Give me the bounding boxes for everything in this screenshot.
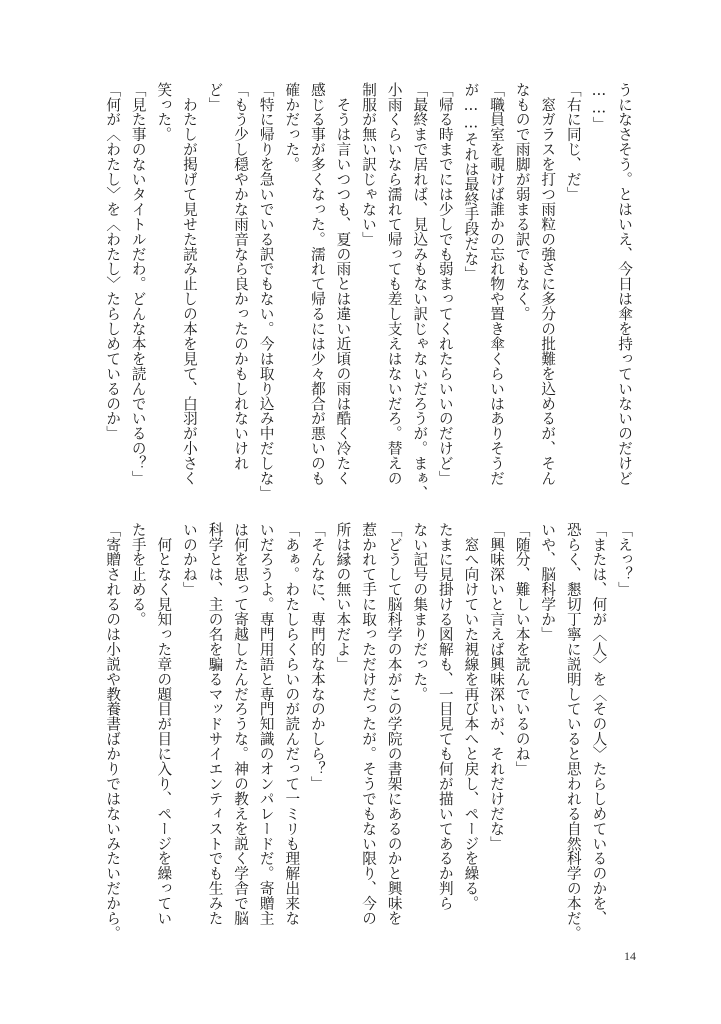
text-line: 「あぁ。わたしらくらいのが読んだって一ミリも理解出来な [283,522,301,926]
text-line: 「寄贈されるのは小説や教養書ばかりではないみたいだから。 [104,522,122,941]
text-line: 惹かれて手に取っただけだったが。そうでもない限り、今の [360,522,378,926]
text-line: 窓ガラスを打つ雨粒の強さに多分の批難を込めるが、そん [539,82,557,486]
text-line: 所は縁の無い本だよ」 [334,522,352,672]
text-line: ない記号の集まりだった。 [411,522,429,702]
text-line: 感じる事が多くなった。濡れて帰るには少々都合が悪いのも [308,82,326,486]
text-line: 窓へ向けていた視線を再び本へと戻し、ページを繰る。 [462,522,480,911]
text-line: いだろうよ。専門用語と専門知識のオンパレードだ。寄贈主 [257,522,275,926]
text-column-lower [100,522,637,941]
text-line: は何を思って寄越したんだろうな。神の教えを説く学舎で脳 [232,522,250,926]
text-line: 恐らく、懇切丁寧に説明していると思われる自然科学の本だ。 [564,522,582,941]
text-line: 「職員室を覗けば誰かの忘れ物や置き傘くらいはありそうだ [488,82,506,486]
text-line: ど」 [206,82,224,112]
text-line: 笑った。 [155,82,173,142]
text-line: 「どうして脳科学の本がこの学院の書架にあるのかと興味を [385,522,403,926]
text-line: いや、脳科学か」 [539,522,557,642]
page-number: 14 [624,949,636,963]
text-line: たまに見掛ける図解も、一目見ても何が描いてあるか判ら [436,522,454,911]
text-line: なもので雨脚が弱まる訳でもなく。 [513,82,531,322]
text-line: 「随分、難しい本を読んでいるのね」 [513,522,531,777]
text-line: 「何が〈わたし〉を〈わたし〉たらしめているのか」 [104,82,122,441]
text-line: 小雨くらいなら濡れて帰っても差し支えはないだろ。替えの [385,82,403,486]
text-line: 「えっ？」 [616,522,633,597]
text-line: 「見た事のないタイトルだわ。どんな本を読んでいるの？」 [129,82,147,486]
text-line: 何となく見知った章の題目が目に入り、ページを繰ってい [155,522,173,926]
text-line: ……」 [590,82,608,132]
text-line: そうは言いつつも、夏の雨とは違い近頃の雨は酷く冷たく [334,82,352,486]
text-line: 「または、何が〈人〉を〈その人〉たらしめているのかを、 [590,522,608,926]
text-line: わたしが掲げて見せた読み止しの本を見て、白羽が小さく [180,82,198,486]
text-line: 「興味深いと言えば興味深いが、それだけだな」 [488,522,506,851]
text-line: いのかね」 [180,522,198,597]
text-line: 「帰る時までには少しでも弱まってくれたらいいのだけど」 [436,82,454,486]
text-line: 「最終まで居れば、見込みもない訳じゃないだろうが。まぁ、 [411,82,429,501]
text-line: 「右に同じ、だ」 [564,82,582,202]
text-line: が……それは最終手段だな」 [462,82,480,282]
text-line: た手を止める。 [129,522,147,627]
text-line: 「特に帰りを急いでいる訳でもない。今は取り込み中だしな」 [257,82,275,501]
text-line: 確かだった。 [283,82,301,172]
text-line: 科学とは、主の名を騙るマッドサイエンティストでも生みた [206,522,224,926]
text-line: 「もう少し穏やかな雨音なら良かったのかもしれないけれ [232,82,250,471]
text-line: うになさそう。とはいえ、今日は傘を持っていないのだけど [616,82,633,486]
text-column-upper [100,82,637,501]
text-line: 「そんなに、専門的な本なのかしら？」 [308,522,326,792]
text-line: 制服が無い訳じゃない」 [360,82,378,247]
